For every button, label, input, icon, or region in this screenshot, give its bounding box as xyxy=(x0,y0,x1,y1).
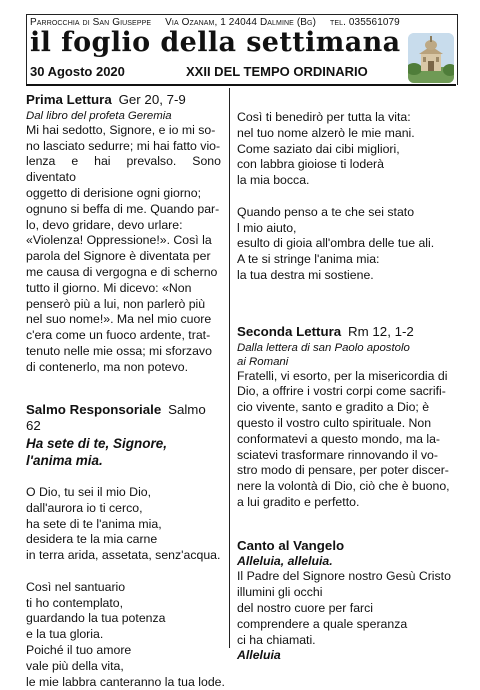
first-reading xyxy=(26,92,221,376)
second-reading-text xyxy=(237,369,457,511)
verse-line: in terra arida, assetata, senz'acqua. xyxy=(26,548,221,564)
verse-line: Così nel santuario xyxy=(26,580,221,596)
verse-line: la mia bocca. xyxy=(237,173,457,189)
parish-address: Via Ozanam, 1 24044 Dalmine (Bg) xyxy=(165,17,316,28)
acclamation-verse xyxy=(237,569,457,648)
column-divider xyxy=(229,88,230,648)
text-line: no lasciato sedurre; mi hai fatto vio- xyxy=(26,139,221,155)
text-line: lenza e hai prevalso. Sono diventato xyxy=(26,154,221,186)
text-line: oggetto di derisione ogni giorno; xyxy=(26,186,221,202)
second-reading-title: Seconda Lettura xyxy=(237,324,341,339)
second-reading-heading xyxy=(237,324,457,341)
issue-date: 30 Agosto 2020 xyxy=(30,64,125,79)
verse-line: Così ti benedirò per tutta la vita: xyxy=(237,110,457,126)
verse-line: desidera te la mia carne xyxy=(26,532,221,548)
first-reading-ref: Ger 20, 7-9 xyxy=(119,92,186,107)
verse-line: ha sete di te l'anima mia, xyxy=(26,517,221,533)
text-line: Mi hai sedotto, Signore, e io mi so- xyxy=(26,123,221,139)
verse-line: l mio aiuto, xyxy=(237,221,457,237)
gospel-acclamation-title: Canto al Vangelo xyxy=(237,538,457,554)
verse-line: A te si stringe l'anima mia: xyxy=(237,252,457,268)
left-column xyxy=(26,92,221,690)
text-line: questo il vostro culto spirituale. Non xyxy=(237,416,457,432)
verse-line: ci ha chiamati. xyxy=(237,633,457,649)
right-column xyxy=(237,110,457,664)
verse-line: Come saziato dai cibi migliori, xyxy=(237,142,457,158)
psalm-heading xyxy=(26,402,221,436)
text-line: nel suo nome!». Ma nel mio cuore xyxy=(26,312,221,328)
header-divider xyxy=(26,84,456,86)
text-line: Fratelli, vi esorto, per la misericordia di xyxy=(237,369,457,385)
text-line: tenuto nelle mie ossa; mi sforzavo xyxy=(26,344,221,360)
verse-line: del nostro cuore per farci xyxy=(237,601,457,617)
text-line: cio vivente, santo e gradito a Dio; è xyxy=(237,400,457,416)
church-photo xyxy=(408,33,454,83)
verse-line: le mie labbra canteranno la tua lode. xyxy=(26,675,221,690)
verse-line: O Dio, tu sei il mio Dio, xyxy=(26,485,221,501)
source-line: Dalla lettera di san Paolo apostolo xyxy=(237,341,457,355)
gospel-acclamation xyxy=(237,538,457,664)
verse-line: nel tuo nome alzerò le mie mani. xyxy=(237,126,457,142)
second-reading-ref: Rm 12, 1-2 xyxy=(348,324,414,339)
text-line: stro modo di pensare, per poter discer- xyxy=(237,463,457,479)
parish-name: Parrocchia di San Giuseppe xyxy=(30,17,151,28)
text-line: a lui gradito e perfetto. xyxy=(237,495,457,511)
psalm-stanza-1 xyxy=(26,485,221,564)
text-line: sciatevi trasformare rinnovando il vo- xyxy=(237,448,457,464)
verse-line: comprendere a quale speranza xyxy=(237,617,457,633)
first-reading-title: Prima Lettura xyxy=(26,92,112,107)
alleluia-line: Alleluia, alleluia. xyxy=(237,554,457,570)
verse-line: esulto di gioia all'ombra delle tue ali. xyxy=(237,236,457,252)
psalm-ref: Salmo 62 xyxy=(26,402,206,434)
text-line: Dio, a offrire i vostri corpi come sacrifi- xyxy=(237,384,457,400)
verse-line: guardando la tua potenza xyxy=(26,611,221,627)
issue-bar xyxy=(26,64,406,82)
psalm-stanza-2 xyxy=(26,580,221,690)
psalm-title: Salmo Responsoriale xyxy=(26,402,161,417)
alleluia-closing: Alleluia xyxy=(237,648,457,664)
text-line: «Violenza! Oppressione!». Così la xyxy=(26,233,221,249)
verse-line: illumini gli occhi xyxy=(237,585,457,601)
verse-line: e la tua gloria. xyxy=(26,627,221,643)
text-line: parola del Signore è diventata per xyxy=(26,249,221,265)
second-reading xyxy=(237,324,457,511)
verse-line: ti ho contemplato, xyxy=(26,596,221,612)
text-line: nere la volontà di Dio, ciò che è buono, xyxy=(237,479,457,495)
text-line: tutto il giorno. Mi dicevo: «Non xyxy=(26,281,221,297)
verse-line: vale più della vita, xyxy=(26,659,221,675)
text-line: c'era come un fuoco ardente, trat- xyxy=(26,328,221,344)
second-reading-source xyxy=(237,341,457,369)
psalm-stanza-3 xyxy=(237,110,457,189)
text-line: conformatevi a questo mondo, ma la- xyxy=(237,432,457,448)
refrain-line: Ha sete di te, Signore, xyxy=(26,435,221,452)
first-reading-text xyxy=(26,123,221,376)
text-line: penserò più a lui, non parlerò più xyxy=(26,297,221,313)
liturgical-sunday: XXII DEL TEMPO ORDINARIO xyxy=(186,64,368,79)
verse-line: con labbra gioiose ti loderà xyxy=(237,157,457,173)
responsorial-psalm xyxy=(26,402,221,690)
verse-line: Poiché il tuo amore xyxy=(26,643,221,659)
source-line: ai Romani xyxy=(237,355,457,369)
first-reading-source: Dal libro del profeta Geremia xyxy=(26,109,221,123)
psalm-refrain xyxy=(26,435,221,469)
text-line: lo, devo gridare, devo urlare: xyxy=(26,218,221,234)
parish-phone: tel. 035561079 xyxy=(330,17,400,28)
text-line: di contenerlo, ma non potevo. xyxy=(26,360,221,376)
refrain-line: l'anima mia. xyxy=(26,452,221,469)
first-reading-heading xyxy=(26,92,221,109)
verse-line: la tua destra mi sostiene. xyxy=(237,268,457,284)
text-line: ognuno si beffa di me. Quando par- xyxy=(26,202,221,218)
verse-line: Quando penso a te che sei stato xyxy=(237,205,457,221)
newsletter-title: il foglio della settimana xyxy=(30,27,401,58)
verse-line: Il Padre del Signore nostro Gesù Cristo xyxy=(237,569,457,585)
text-line: me causa di vergogna e di scherno xyxy=(26,265,221,281)
verse-line: dall'aurora io ti cerco, xyxy=(26,501,221,517)
psalm-stanza-4 xyxy=(237,205,457,284)
